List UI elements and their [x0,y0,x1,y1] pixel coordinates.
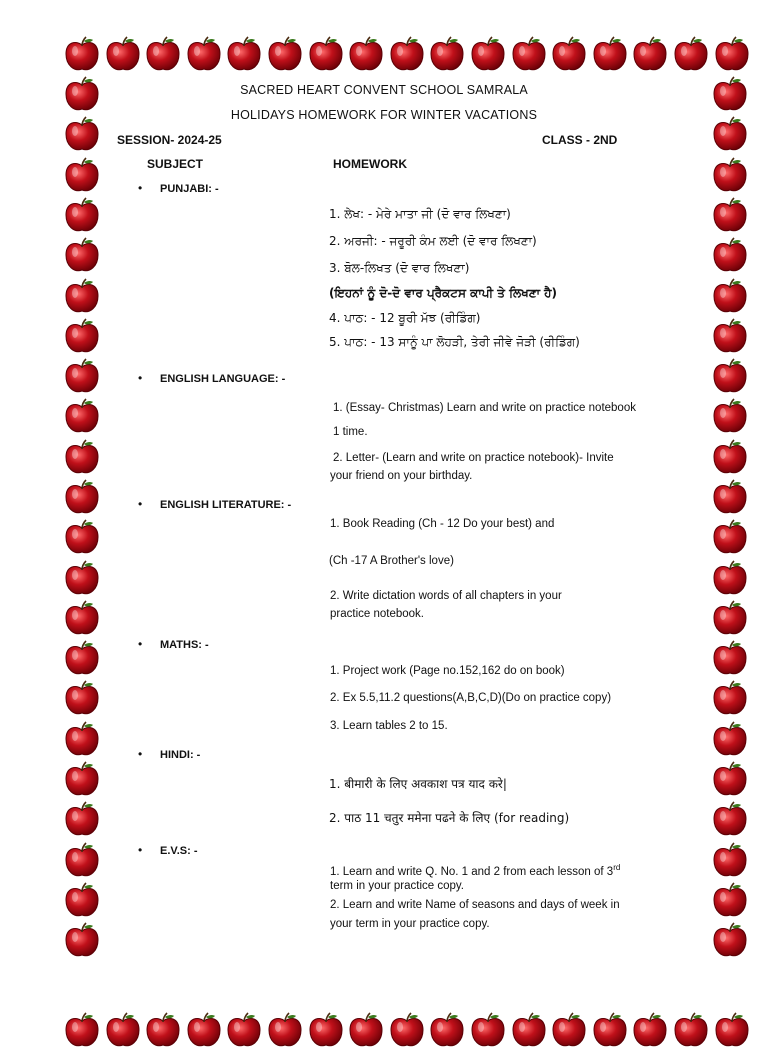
apple-icon [265,1010,305,1050]
bullet-icon: • [138,497,143,511]
apple-icon [710,638,750,678]
apple-icon [62,920,102,960]
apple-icon [62,558,102,598]
subject-hindi: HINDI: - [160,749,201,761]
apple-icon [184,34,224,74]
evs-superscript: rd [613,863,621,872]
apple-icon [62,396,102,436]
bullet-icon: • [138,637,143,651]
apple-icon [62,759,102,799]
apple-icon [387,34,427,74]
apple-icon [62,356,102,396]
apple-icon [710,276,750,316]
apple-icon [62,477,102,517]
apple-icon [549,34,589,74]
english-language-item: 1 time. [333,426,368,438]
apple-icon [590,1010,630,1050]
apple-icon [62,34,102,74]
apple-icon [710,155,750,195]
english-language-item: your friend on your birthday. [330,470,473,482]
apple-icon [62,195,102,235]
apple-icon [468,34,508,74]
apple-icon [712,1010,752,1050]
apple-icon [103,34,143,74]
apple-icon [346,1010,386,1050]
apple-icon [184,1010,224,1050]
apple-icon [710,477,750,517]
bullet-icon: • [138,747,143,761]
apple-icon [62,598,102,638]
apple-icon [62,437,102,477]
apple-icon [710,719,750,759]
apple-icon [143,1010,183,1050]
hindi-item: 1. बीमारी के लिए अवकाश पत्र याद करे| [329,777,507,791]
subject-column-header: SUBJECT [147,157,204,171]
apple-icon [62,1010,102,1050]
evs-item: 2. Learn and write Name of seasons and days of week in [330,899,620,911]
apple-icon [62,678,102,718]
english-language-item: 2. Letter- (Learn and write on practice notebook)- Invite [333,452,614,464]
apple-icon [306,34,346,74]
apple-icon [710,195,750,235]
bullet-icon: • [138,181,143,195]
homework-column-header: HOMEWORK [333,157,407,171]
apple-icon [468,1010,508,1050]
apple-icon [710,759,750,799]
apple-icon [710,920,750,960]
apple-icon [387,1010,427,1050]
subject-maths: MATHS: - [160,639,209,651]
english-literature-item: 1. Book Reading (Ch - 12 Do your best) and [330,518,555,530]
apple-icon [710,316,750,356]
apple-icon [671,34,711,74]
apple-icon [62,719,102,759]
apple-icon [710,598,750,638]
punjabi-item: 2. ਅਰਜੀ: - ਜਰੂਰੀ ਕੰਮ ਲਈ (ਦੋ ਵਾਰ ਲਿਖਣਾ) [329,234,537,248]
hindi-item: 2. पाठ 11 चतुर ममेना पढने के लिए (for reading) [329,811,570,825]
subject-english-language: ENGLISH LANGUAGE: - [160,373,286,385]
apple-icon [224,34,264,74]
apple-icon [549,1010,589,1050]
subject-punjabi: PUNJABI: - [160,183,219,195]
apple-icon [712,34,752,74]
maths-item: 2. Ex 5.5,11.2 questions(A,B,C,D)(Do on practice copy) [330,692,612,704]
apple-icon [509,34,549,74]
bullet-icon: • [138,371,143,385]
apple-icon [62,799,102,839]
punjabi-item: 4. ਪਾਠ: - 12 ਬੂਰੀ ਮੱਝ (ਰੀਡਿੰਗ) [329,311,481,325]
session-label: SESSION- 2024-25 [117,133,222,147]
subject-english-literature: ENGLISH LITERATURE: - [160,499,292,511]
evs-item-text: 1. Learn and write Q. No. 1 and 2 from each lesson of 3 [330,865,614,878]
apple-icon [62,155,102,195]
punjabi-item: 3. ਬੋਲ-ਲਿਖਤ (ਦੋ ਵਾਰ ਲਿਖਣਾ) [329,261,470,275]
apple-icon [710,235,750,275]
punjabi-note: (ਇਹਨਾਂ ਨੂੰ ਦੋ-ਦੋ ਵਾਰ ਪ੍ਰੈਕਟਸ ਕਾਪੀ ਤੇ ਲਿਖਣਾ ਹੈ) [329,286,558,300]
class-label: CLASS - 2ND [542,133,618,147]
apple-icon [671,1010,711,1050]
apple-icon [710,840,750,880]
bullet-icon: • [138,843,143,857]
evs-item: your term in your practice copy. [330,918,490,930]
subject-evs: E.V.S: - [160,845,198,857]
apple-icon [630,1010,670,1050]
apple-icon [265,34,305,74]
apple-icon [306,1010,346,1050]
evs-item [330,861,620,879]
apple-icon [710,437,750,477]
apple-icon [710,799,750,839]
apple-icon [62,638,102,678]
apple-icon [710,517,750,557]
apple-icon [224,1010,264,1050]
apple-icon [590,34,630,74]
apple-icon [62,880,102,920]
english-language-item: 1. (Essay- Christmas) Learn and write on practice notebook [333,402,636,414]
punjabi-item: 5. ਪਾਠ: - 13 ਸਾਨੂੰ ਪਾ ਲੋਹੜੀ, ਤੇਰੀ ਜੀਵੇ ਜੋੜੀ (ਰੀਡਿੰਗ) [329,335,580,349]
apple-icon [710,356,750,396]
english-literature-item: practice notebook. [330,608,424,620]
apple-icon [346,34,386,74]
apple-icon [630,34,670,74]
apple-icon [62,276,102,316]
apple-icon [103,1010,143,1050]
apple-icon [710,558,750,598]
apple-icon [143,34,183,74]
apple-icon [427,34,467,74]
evs-item: term in your practice copy. [330,880,465,892]
english-literature-item: 2. Write dictation words of all chapters in your [330,590,562,602]
apple-icon [62,316,102,356]
apple-icon [509,1010,549,1050]
english-literature-item: (Ch -17 A Brother's love) [329,555,454,567]
apple-icon [427,1010,467,1050]
apple-icon [710,678,750,718]
page-title: HOLIDAYS HOMEWORK FOR WINTER VACATIONS [230,108,538,122]
school-name: SACRED HEART CONVENT SCHOOL SAMRALA [240,83,528,97]
apple-icon [62,517,102,557]
apple-icon [62,235,102,275]
punjabi-item: 1. ਲੇਖ: - ਮੇਰੇ ਮਾਤਾ ਜੀ (ਦੋ ਵਾਰ ਲਿਖਣਾ) [329,207,511,221]
apple-icon [710,396,750,436]
apple-icon [710,880,750,920]
apple-icon [62,840,102,880]
maths-item: 3. Learn tables 2 to 15. [330,720,448,732]
maths-item: 1. Project work (Page no.152,162 do on book) [330,665,565,677]
